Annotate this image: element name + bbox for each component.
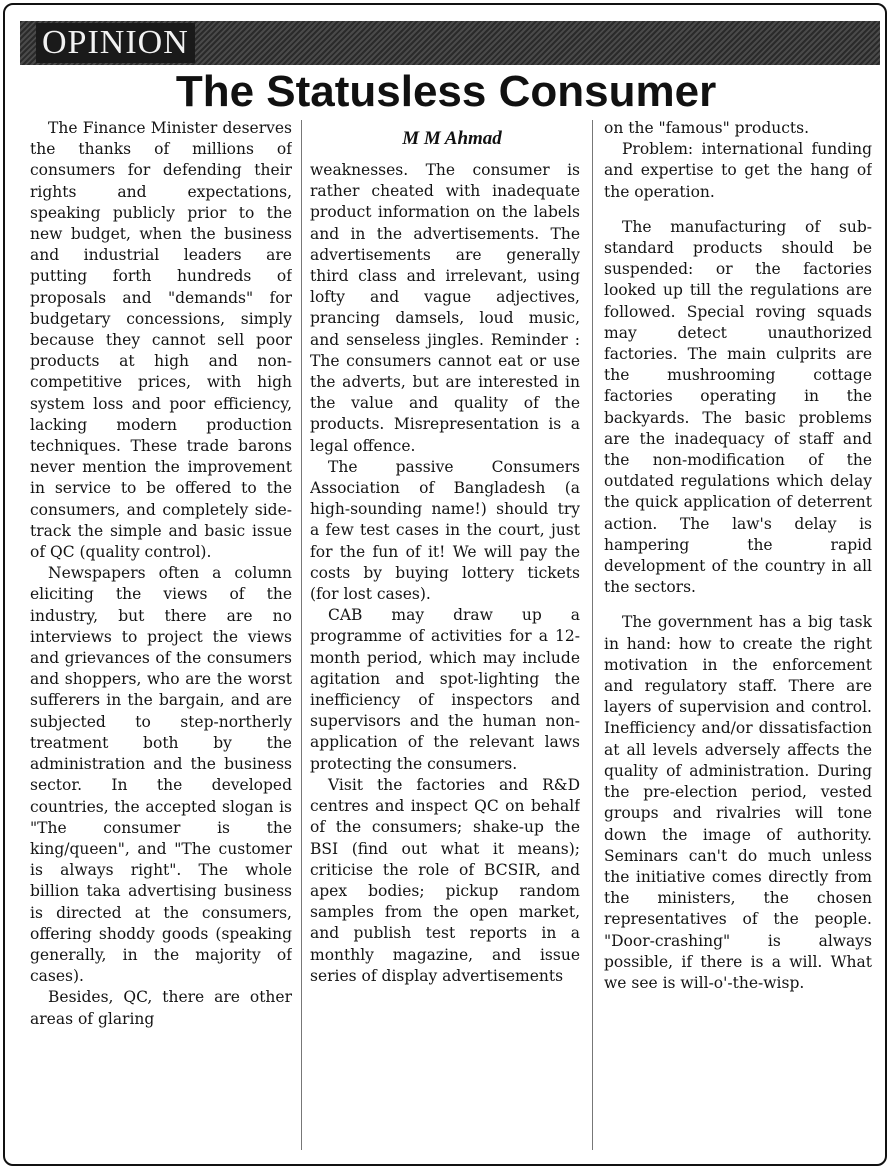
headline: The Statusless Consumer bbox=[175, 67, 717, 116]
paragraph: The manufacturing of sub-standard products should be suspended: or the factories looked up till the regulations are followed. Special roving squads may detect unauthorized factories. The main culprits are the mushrooming cottage factories operating in the backyards. The basic problems are the inadequacy of staff and the non-modification of the outdated regulations which delay the quick application of deterrent action. The law's delay is hampering the rapid development of the country in all the sectors. bbox=[604, 217, 872, 597]
paragraph: Visit the factories and R&D centres and inspect QC on behalf of the consumers; shake-up the BSI (find out what it means); criticise the role of BCSIR, and apex bodies; pickup random samples from the open market, and publish test reports in a monthly magazine, and issue series of display advertisements bbox=[310, 775, 580, 985]
byline: M M Ahmad bbox=[402, 128, 502, 149]
section-label: OPINION bbox=[36, 23, 195, 63]
paragraph: on the "famous" products. bbox=[604, 119, 810, 137]
column-divider bbox=[592, 120, 593, 1150]
paragraph: The passive Consumers Association of Bangladesh (a high-sounding name!) should try a few test cases in the court, just for the fun of it! We will pay the costs by buying lottery tickets (for lost cases). bbox=[310, 457, 580, 604]
paragraph: CAB may draw up a programme of activities for a 12-month period, which may include agitation and spot-lighting the inefficiency of inspectors and supervisors and the human non-application of the relevant laws protecting the consumers. bbox=[310, 606, 580, 773]
article-column-1 bbox=[30, 118, 292, 1158]
article-column-2 bbox=[310, 160, 580, 1150]
article-column-3 bbox=[604, 118, 872, 1158]
paragraph: The government has a big task in hand: how to create the right motivation in the enforcement and regulatory staff. There are layers of supervision and control. Inefficiency and/or dissatisfaction at all levels adversely affects the quality of administration. During the pre-election period, vested groups and rivalries will tone down the image of authority. Seminars can't do much unless the initiative comes directly from the ministers, the chosen representatives of the people. "Door-crashing" is always possible, if there is a will. What we see is will-o'-the-wisp. bbox=[604, 613, 872, 992]
paragraph: Besides, QC, there are other areas of glaring bbox=[30, 988, 292, 1028]
column-divider bbox=[301, 120, 302, 1150]
paragraph: The Finance Minister deserves the thanks of millions of consumers for defending their rights and expectations, speaking publicly prior to the new budget, when the business and industrial leaders are putting forth hundreds of proposals and "demands" for budgetary concessions, simply because they cannot sell poor products at high and non-competitive prices, with high system loss and poor efficiency, lacking modern production techniques. These trade barons never mention the improvement in service to be offered to the consumers, and completely side-track the simple and basic issue of QC (quality control). bbox=[30, 119, 292, 562]
section-header-bar bbox=[20, 21, 880, 65]
paragraph: Problem: international funding and expertise to get the hang of the operation. bbox=[604, 140, 872, 201]
paragraph: weaknesses. The consumer is rather cheated with inadequate product information on the labels and in the advertisements. The advertisements are generally third class and irrelevant, using lofty and vague adjectives, prancing damsels, loud music, and senseless jingles. Reminder : The consumers cannot eat or use the adverts, but are interested in the value and quality of the products. Misrepresentation is a legal offence. bbox=[310, 161, 580, 455]
paragraph: Newspapers often a column eliciting the views of the industry, but there are no interviews to project the views and grievances of the consumers and shoppers, who are the worst sufferers in the bargain, and are subjected to step-northerly treatment both by the administration and the business sector. In the developed countries, the accepted slogan is "The consumer is the king/queen", and "The customer is always right". The whole billion taka advertising business is directed at the consumers, offering shoddy goods (speaking generally, in the majority of cases). bbox=[30, 564, 292, 986]
